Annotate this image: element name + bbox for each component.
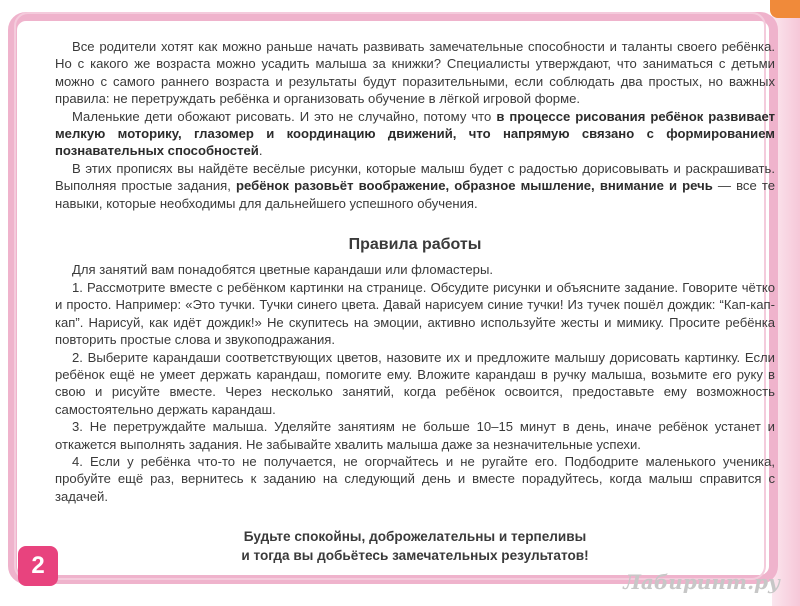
closing-note [55,527,775,565]
rule-item-3: 3. Не перетруждайте малыша. Уделяйте занятиям не больше 10–15 минут в день, иначе ребёнок устанет и откажется выполнять задания. Не забывайте хвалить малыша даже за незначительные успехи. [55,419,775,452]
intro-p3-start: В этих прописях вы найдёте весёлые рисунки, которые малыш будет с радостью дорисовывать и раскрашивать. Выполняя простые задания, [55,160,775,194]
intro-paragraph-2 [55,108,775,160]
corner-decoration [770,0,800,18]
intro-p2-start: Маленькие дети обожают рисовать. И это не случайно, потому что [72,108,497,124]
rules-heading: Правила работы [348,236,482,254]
intro-p3-end: — все те навыки, которые необходимы для дальнейшего успешного обучения. [55,178,775,211]
intro-p2-end: . [258,143,263,159]
intro-paragraph-1: Все родители хотят как можно раньше начать развивать замечательные способности и таланты своего ребёнка. Но с какого же возраста можно усадить малыша за книжки? Специалисты утверждают, что заниматься с детьми можно с самого раннего возраста и результаты будут поразительными, если соблюдать два простых, но важных правила: не перетруждать ребёнка и организовать обучение в лёгкой игровой форме. [55,39,775,107]
rule-item-2: 2. Выберите карандаши соответствующих цветов, назовите их и предложите малышу дорисовать картинку. Если ребёнок ещё не умеет держать карандаш, помогите ему. Вложите карандаш в ручку малыша, возьмите его руку в свою и рисуйте вместе. Через несколько занятий, когда ребёнок освоится, предоставьте ему возможность самостоятельно держать карандаш. [55,349,775,417]
watermark-logo: Лабиринт.ру [623,570,780,594]
closing-line-1: Будьте спокойны, доброжелательны и терпеливы [243,529,587,545]
intro-p3-bold: ребёнок разовьёт воображение, образное мышление, внимание и речь [236,178,713,194]
rules-lead: Для занятий вам понадобятся цветные карандаши или фломастеры. [72,262,494,278]
page-number-badge: 2 [18,546,58,586]
closing-line-2: и тогда вы добьётесь замечательных результатов! [241,548,589,564]
rule-item-4: 4. Если у ребёнка что-то не получается, не огорчайтесь и не ругайте его. Подбодрите маленького ученика, пробуйте ещё раз, вернитесь к заданию на следующий день и вместе порадуйтесь, когда малыш справится с задачей. [55,453,775,504]
page-content [55,38,775,565]
rules-list [55,261,775,505]
intro-paragraph-3 [55,160,775,212]
rule-item-1: 1. Рассмотрите вместе с ребёнком картинки на странице. Обсудите рисунки и объясните задание. Говорите чётко и просто. Например: «Это тучки. Тучки синего цвета. Давай нарисуем синие тучки! Из тучек пошёл дождик: “Кап-кап-кап”. Нарисуй, как идёт дождик!» Не скупитесь на эмоции, активно используйте жесты и мимику. Просите ребёнка повторить простые слова и звукоподражания. [55,279,775,348]
intro-p2-bold: в процессе рисования ребёнок развивает мелкую моторику, глазомер и координацию движений, что напрямую связано с формированием познавательных способностей [55,108,775,159]
